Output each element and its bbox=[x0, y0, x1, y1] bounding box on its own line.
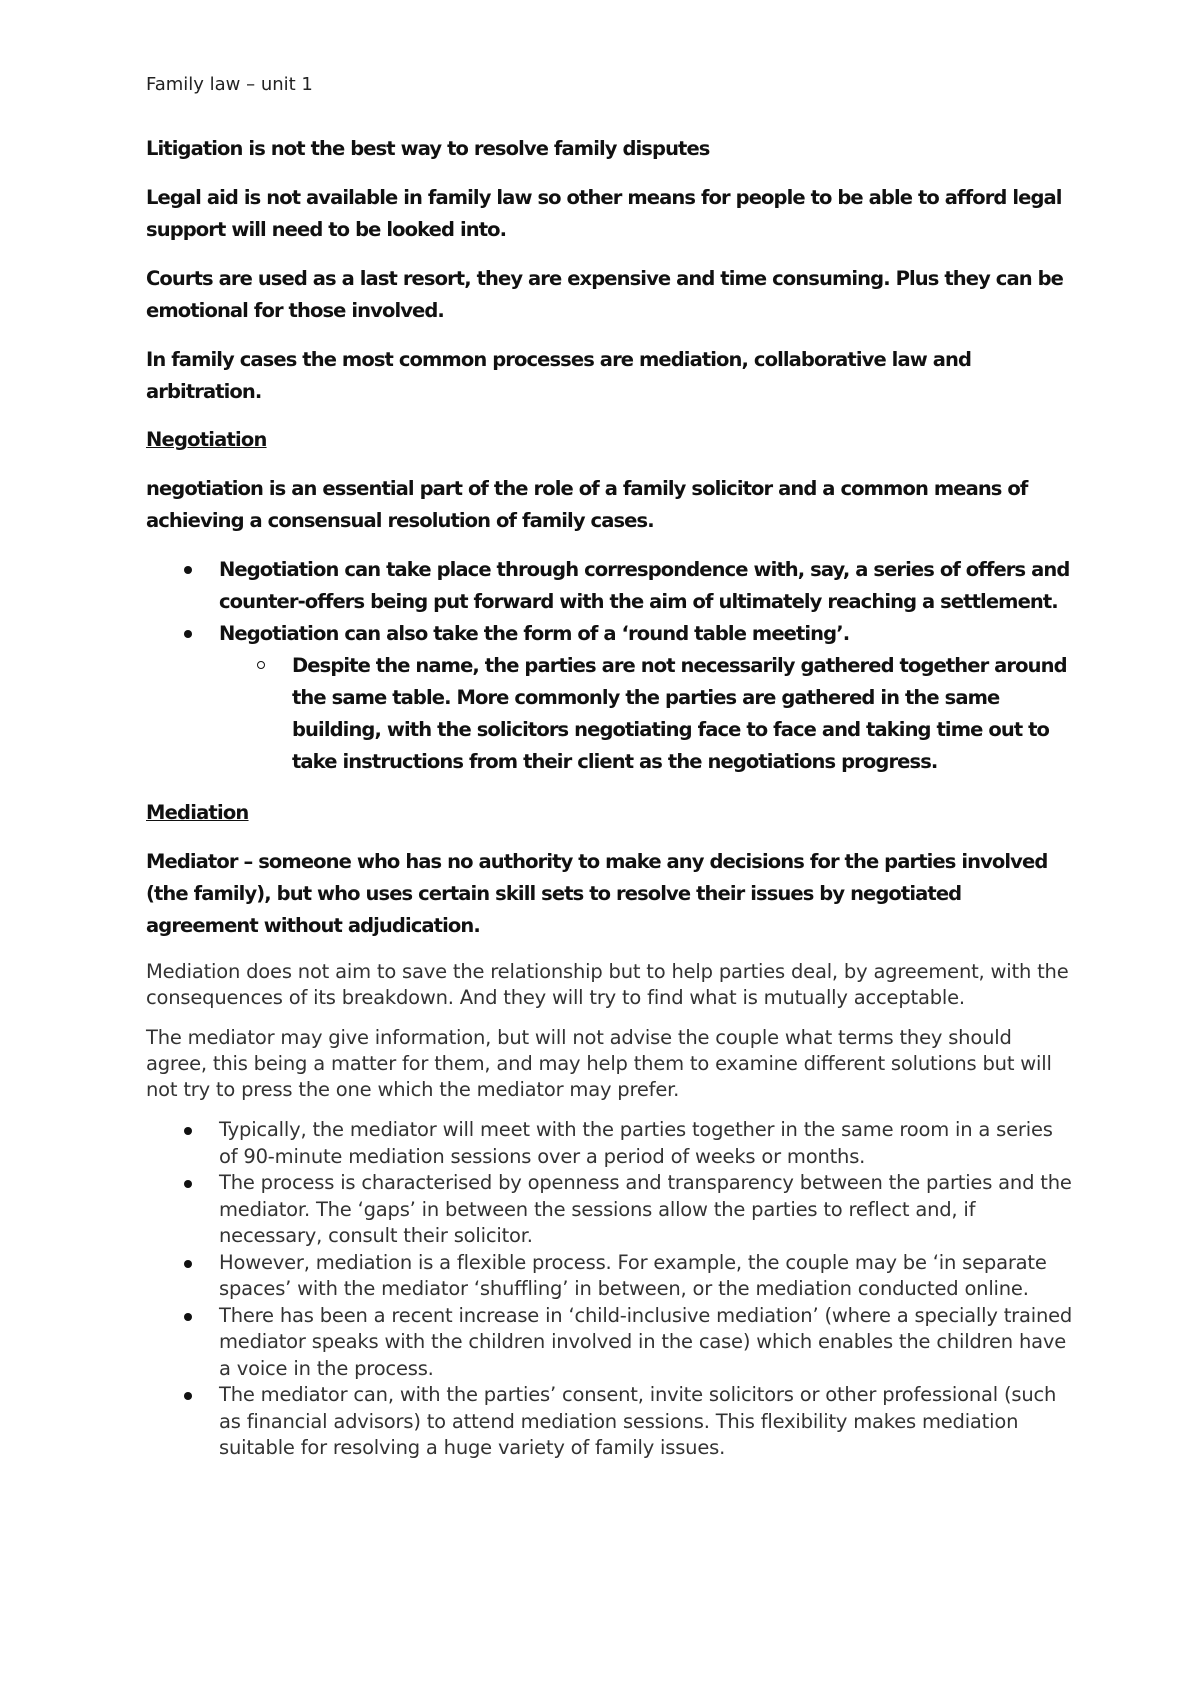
mediation-paragraph-1: Mediation does not aim to save the relationship but to help parties deal, by agreement, with the consequences of its breakdown. And they will try to find what is mutually acceptable. bbox=[146, 960, 1069, 1009]
list-item bbox=[146, 1303, 1076, 1383]
negotiation-sub-list bbox=[219, 650, 1076, 778]
bullet-icon bbox=[184, 1392, 192, 1400]
list-item bbox=[146, 1170, 1076, 1250]
mediation-bullet-list bbox=[146, 1117, 1076, 1462]
list-item bbox=[146, 554, 1076, 618]
bullet-icon bbox=[184, 1313, 192, 1321]
list-item-text: However, mediation is a flexible process. For example, the couple may be ‘in separate spaces’ with the mediator ‘shuffling’ in between, or the mediation conducted online. bbox=[219, 1250, 1047, 1300]
bullet-icon bbox=[184, 1260, 192, 1268]
list-item-text: Negotiation can also take the form of a ‘round table meeting’. bbox=[219, 622, 850, 645]
list-item bbox=[146, 618, 1076, 778]
mediator-definition: Mediator – someone who has no authority to make any decisions for the parties involved (the family), but who uses certain skill sets to resolve their issues by negotiated agreement without adjudication. bbox=[146, 850, 1048, 937]
list-item-text: There has been a recent increase in ‘child-inclusive mediation’ (where a specially trained mediator speaks with the children involved in the case) which enables the children have a voice in the process. bbox=[219, 1303, 1073, 1380]
list-item bbox=[146, 1117, 1076, 1170]
list-item-text: The mediator can, with the parties’ consent, invite solicitors or other professional (such as financial advisors) to attend mediation sessions. This flexibility makes mediation suitable for resolving a huge variety of family issues. bbox=[219, 1383, 1057, 1459]
negotiation-bullet-list bbox=[146, 554, 1076, 778]
sub-list-item bbox=[219, 650, 1076, 778]
list-item bbox=[146, 1250, 1076, 1303]
sub-list-item-text: Despite the name, the parties are not necessarily gathered together around the same table. More commonly the parties are gathered in the same building, with the solicitors negotiating face to face and taking time out to take instructions from their client as the negotiations progress. bbox=[292, 654, 1067, 773]
negotiation-intro: negotiation is an essential part of the role of a family solicitor and a common means of achieving a consensual resolution of family cases. bbox=[146, 477, 1028, 532]
list-item-text: Typically, the mediator will meet with the parties together in the same room in a series of 90-minute mediation sessions over a period of weeks or months. bbox=[219, 1118, 1053, 1168]
negotiation-heading: Negotiation bbox=[146, 428, 267, 451]
intro-paragraph-1: Litigation is not the best way to resolve family disputes bbox=[146, 137, 710, 160]
hollow-bullet-icon bbox=[257, 661, 265, 669]
mediation-paragraph-2: The mediator may give information, but will not advise the couple what terms they should agree, this being a matter for them, and may help them to examine different solutions but will not try to press the one which the mediator may prefer. bbox=[146, 1026, 1052, 1101]
list-item bbox=[146, 1382, 1076, 1462]
bullet-icon bbox=[184, 1180, 192, 1188]
document-body bbox=[146, 74, 1076, 1482]
bullet-icon bbox=[184, 566, 192, 574]
bullet-icon bbox=[184, 630, 192, 638]
intro-paragraph-4: In family cases the most common processes are mediation, collaborative law and arbitration. bbox=[146, 348, 972, 403]
bullet-icon bbox=[184, 1127, 192, 1135]
mediation-heading: Mediation bbox=[146, 801, 249, 824]
intro-paragraph-2: Legal aid is not available in family law so other means for people to be able to afford legal support will need to be looked into. bbox=[146, 186, 1062, 241]
page-header: Family law – unit 1 bbox=[146, 74, 313, 95]
intro-paragraph-3: Courts are used as a last resort, they are expensive and time consuming. Plus they can be emotional for those involved. bbox=[146, 267, 1063, 322]
list-item-text: The process is characterised by openness and transparency between the parties and the mediator. The ‘gaps’ in between the sessions allow the parties to reflect and, if necessary, consult their solicitor. bbox=[219, 1171, 1072, 1247]
list-item-text: Negotiation can take place through correspondence with, say, a series of offers and counter-offers being put forward with the aim of ultimately reaching a settlement. bbox=[219, 558, 1070, 613]
